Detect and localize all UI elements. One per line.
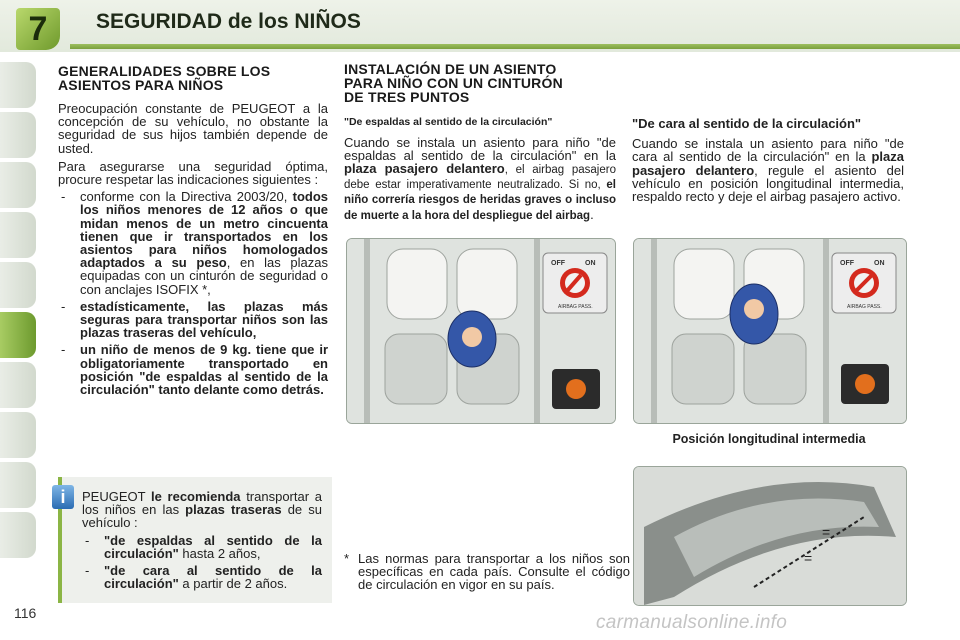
chapter-tab[interactable] — [0, 462, 36, 508]
general-heading-line2: ASIENTOS PARA NIÑOS — [58, 77, 224, 93]
list-item: - estadísticamente, las plazas más seguras para transportar niños son las plazas traseras del vehículo, — [61, 298, 328, 341]
chapter-badge: 7 — [16, 8, 60, 50]
list-item: - "de espaldas al sentido de la circulación" hasta 2 años, — [85, 532, 322, 561]
list-item: - un niño de menos de 9 kg. tiene que ir obligatoriamente transportado en posición "de espaldas al sentido de la circulación" tanto delante como detrás. — [61, 342, 328, 398]
rear-facing-text: Cuando se instala un asiento para niño "de espaldas al sentido de la circulación" en la plaza pasajero delantero, el airbag pasajero debe estar imperativamente neutralizado. Si no, el niño correría riesgos de heridas graves o incluso de muerte a la hora del despliegue del airbag. — [344, 134, 616, 222]
install-section — [344, 62, 616, 223]
airbag-off-label: OFF — [551, 260, 565, 267]
seat-rail-illustration — [633, 466, 907, 606]
airbag-on-label: ON — [874, 260, 885, 267]
chapter-tab[interactable] — [0, 62, 36, 108]
figure-caption: Posición longitudinal intermedia — [672, 432, 866, 446]
chapter-tab[interactable] — [0, 412, 36, 458]
general-section — [58, 64, 328, 396]
front-facing-subheading: "De cara al sentido de la circulación" — [632, 116, 862, 131]
front-facing-seat-illustration — [633, 238, 907, 424]
info-text — [82, 490, 322, 590]
airbag-off-label: OFF — [840, 260, 854, 267]
airbag-panel-caption: AIRBAG PASS. — [558, 304, 593, 310]
chapter-tab[interactable] — [0, 212, 36, 258]
rear-facing-seat-illustration — [346, 238, 616, 424]
info-icon: i — [52, 485, 74, 509]
info-recommendation: PEUGEOT le recomienda transportar a los niños en las plazas traseras de su vehículo : — [82, 489, 322, 531]
svg-text:=: = — [804, 550, 813, 566]
general-heading — [58, 64, 328, 92]
svg-text:=: = — [822, 524, 831, 540]
chapter-tab[interactable] — [0, 262, 36, 308]
watermark: carmanualsonline.info — [596, 612, 788, 633]
general-advice: Para asegurarse una seguridad óptima, procure respetar las indicaciones siguientes : — [58, 158, 328, 188]
general-intro: Preocupación constante de PEUGEOT a la concepción de su vehículo, no obstante la seguridad de sus hijos también depende de usted. — [58, 101, 328, 156]
install-heading: INSTALACIÓN DE UN ASIENTO PARA NIÑO CON UN CINTURÓN DE TRES PUNTOS — [344, 61, 563, 105]
footnote: * Las normas para transportar a los niños son específicas en cada país. Consulte el código de circulación en vigor en su país. — [344, 551, 630, 593]
airbag-panel-caption: AIRBAG PASS. — [847, 304, 882, 310]
rear-facing-subheading: "De espaldas al sentido de la circulación" — [344, 116, 553, 128]
header-rule — [70, 44, 960, 49]
list-item: - "de cara al sentido de la circulación" a partir de 2 años. — [85, 563, 322, 592]
chapter-tab[interactable] — [0, 112, 36, 158]
chapter-tab[interactable] — [0, 512, 36, 558]
general-heading-line1: GENERALIDADES SOBRE LOS — [58, 63, 271, 79]
front-facing-section — [632, 117, 904, 203]
chapter-tab-active[interactable] — [0, 312, 36, 358]
chapter-tab[interactable] — [0, 362, 36, 408]
chapter-tab[interactable] — [0, 162, 36, 208]
front-facing-text: Cuando se instala un asiento para niño "de cara al sentido de la circulación" en la plaza pasajero delantero, regule el asiento del vehículo en posición longitudinal intermedia, respaldo recto y deje el airbag pasajero activo. — [632, 136, 904, 205]
page-number: 116 — [14, 605, 37, 621]
list-item: - conforme con la Directiva 2003/20, todos los niños menores de 12 años o que midan menos de un metro cincuenta tienen que ir transportados en los asientos para niños homologados adaptados a su peso, en las plazas equipadas con un cinturón de seguridad o con anclajes ISOFIX *, — [61, 189, 329, 297]
airbag-on-label: ON — [585, 260, 596, 267]
chapter-tabs — [0, 52, 40, 582]
page-title: SEGURIDAD de los NIÑOS — [96, 10, 361, 33]
